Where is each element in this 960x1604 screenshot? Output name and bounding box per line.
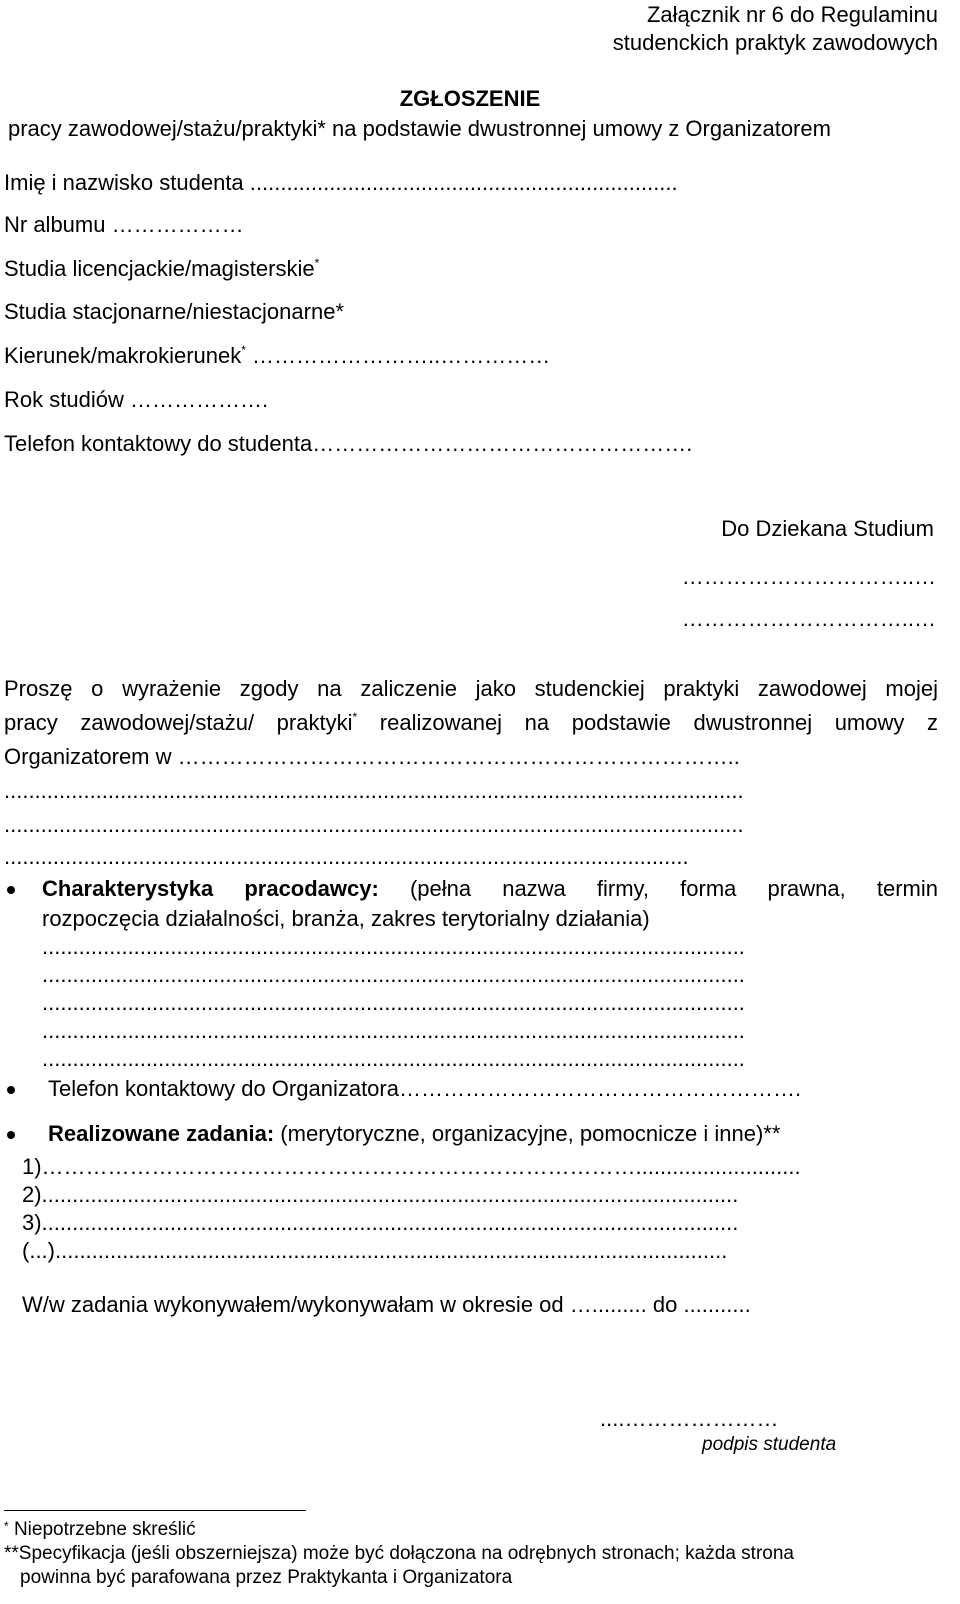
study-mode-field: Studia stacjonarne/niestacjonarne* <box>4 299 345 324</box>
employer-characteristics-label: Charakterystyka pracodawcy: <box>42 876 379 901</box>
employer-dots-line3[interactable]: ................................................................................................................... <box>42 990 745 1015</box>
task-item-3[interactable]: 3).................................................................................................................. <box>22 1210 739 1235</box>
request-dots-line2[interactable]: ......................................................................................................................... <box>4 812 744 837</box>
organizer-place-field[interactable]: Organizatorem w ………………………………………………………………….. <box>4 744 740 769</box>
footnote-2-line2: powinna być parafowana przez Praktykanta i Organizatora <box>20 1567 513 1588</box>
addressee-line3[interactable]: …………………………..… <box>681 606 936 631</box>
field-of-study-label: Kierunek/makrokierunek <box>4 343 242 368</box>
request-line2-part2: realizowanej na podstawie dwustronnej umowy z <box>357 710 938 735</box>
bullet-icon <box>7 1131 15 1139</box>
employer-characteristics-line1 <box>42 876 938 902</box>
study-level-field <box>4 256 319 282</box>
study-year-field[interactable]: Rok studiów ………………. <box>4 387 269 412</box>
signature-caption: podpis studenta <box>702 1434 837 1455</box>
tasks-heading <box>48 1121 780 1147</box>
addressee-line2[interactable]: …………………………..… <box>681 564 936 589</box>
tasks-desc: (merytoryczne, organizacyjne, pomocnicze i inne)** <box>274 1121 781 1146</box>
student-phone-field[interactable]: Telefon kontaktowy do studenta……………………………………………. <box>4 431 693 456</box>
bullet-icon <box>7 1086 15 1094</box>
footnote-divider <box>4 1510 306 1511</box>
request-line2 <box>4 710 938 736</box>
task-item-more[interactable]: (...).............................................................................................................. <box>22 1238 728 1263</box>
attachment-label-line1: Załącznik nr 6 do Regulaminu <box>646 2 938 27</box>
employer-dots-line1[interactable]: ................................................................................................................... <box>42 934 745 959</box>
album-number-field[interactable]: Nr albumu ……………… <box>4 212 244 237</box>
footnote-2-line1: **Specyfikacja (jeśli obszerniejsza) może być dołączona na odrębnych stronach; każda strona <box>4 1543 794 1564</box>
organizer-phone-field[interactable]: Telefon kontaktowy do Organizatora………………………………………………. <box>48 1076 802 1101</box>
bullet-icon <box>7 886 15 894</box>
addressee-line1: Do Dziekana Studium <box>721 516 934 541</box>
request-line2-part1: pracy zawodowej/stażu/ praktyki <box>4 710 353 735</box>
request-line1: Proszę o wyrażenie zgody na zaliczenie jako studenckiej praktyki zawodowej mojej <box>4 676 938 701</box>
task-item-2[interactable]: 2).................................................................................................................. <box>22 1182 739 1207</box>
employer-dots-line5[interactable]: ................................................................................................................... <box>42 1046 745 1071</box>
employer-characteristics-desc1: (pełna nazwa firmy, forma prawna, termin <box>378 876 938 901</box>
student-name-field[interactable]: Imię i nazwisko studenta ...................................................................... <box>4 170 678 195</box>
asterisk-mark: * <box>314 256 320 270</box>
asterisk-mark: * <box>241 343 246 357</box>
employer-dots-line4[interactable]: ................................................................................................................... <box>42 1018 745 1043</box>
form-subtitle: pracy zawodowej/stażu/praktyki* na podstawie dwustronnej umowy z Organizatorem <box>8 116 831 141</box>
study-level-label: Studia licencjackie/magisterskie <box>4 256 315 281</box>
footnote-1-text: Niepotrzebne skreślić <box>8 1519 196 1540</box>
attachment-label-line2: studenckich praktyk zawodowych <box>612 30 938 55</box>
footnote-asterisk: * <box>4 1519 9 1533</box>
field-of-study-fill: ……………………..…………… <box>252 343 551 368</box>
signature-line[interactable]: ....………………… <box>600 1406 779 1431</box>
employer-characteristics-desc2: rozpoczęcia działalności, branża, zakres terytorialny działania) <box>42 906 650 931</box>
request-dots-line3[interactable]: ................................................................................................................ <box>4 844 689 869</box>
employer-dots-line2[interactable]: ................................................................................................................... <box>42 962 745 987</box>
request-dots-line1[interactable]: ......................................................................................................................... <box>4 778 744 803</box>
task-item-1[interactable]: 1)………………………………………………………………………........................... <box>22 1154 801 1179</box>
form-title: ZGŁOSZENIE <box>399 86 541 111</box>
field-of-study-field[interactable] <box>4 343 550 369</box>
asterisk-mark: * <box>352 710 358 724</box>
task-period-field[interactable]: W/w zadania wykonywałem/wykonywałam w okresie od …......... do ........... <box>22 1292 751 1317</box>
footnote-1 <box>4 1519 196 1541</box>
tasks-label: Realizowane zadania: <box>48 1121 275 1146</box>
